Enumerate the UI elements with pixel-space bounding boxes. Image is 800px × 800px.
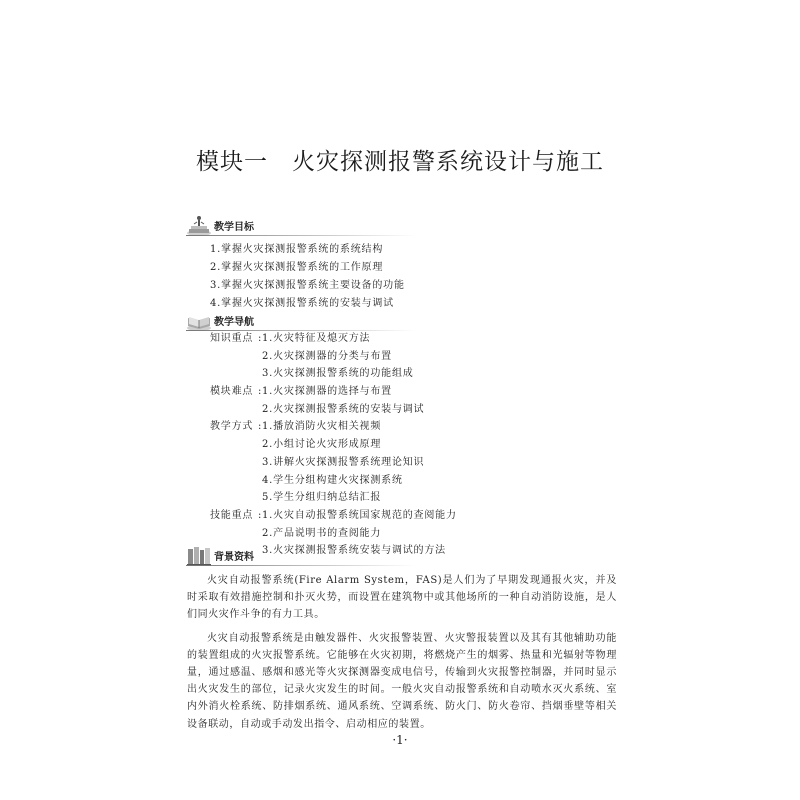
guide-item: 2.产品说明书的查阅能力: [262, 527, 382, 539]
list-item: 1.掌握火灾探测报警系统的系统结构: [210, 244, 384, 255]
paragraph: 火灾自动报警系统(Fire Alarm System，FAS)是人们为了早期发现通报火灾，并及时采取有效措施控制和扑灭火势，而设置在建筑物中或其他场所的一种自动消防设施，是人们同火灾作斗争的有力工具。: [187, 575, 617, 621]
guide-item: 3.讲解火灾探测报警系统理论知识: [262, 456, 425, 468]
background-text: [187, 572, 617, 739]
guide-item: 2.火灾探测器的分类与布置: [262, 350, 392, 362]
term-colon: :: [258, 509, 263, 521]
guide-item: 4.学生分组构建火灾探测系统: [262, 474, 403, 486]
list-item: 2.掌握火灾探测报警系统的工作原理: [210, 262, 384, 273]
guide-item: 1.火灾探测器的选择与布置: [262, 386, 392, 398]
term-colon: :: [258, 333, 263, 344]
guide-item: 1.火灾特征及熄灭方法: [262, 333, 371, 344]
guide-item: 1.播放消防火灾相关视频: [262, 421, 382, 433]
guide-item: 5.学生分组归纳总结汇报: [262, 492, 382, 504]
page-number: ·1·: [392, 733, 408, 747]
guide-item: 2.小组讨论火灾形成原理: [262, 439, 382, 451]
term-colon: :: [258, 421, 263, 433]
background-heading-label: 背景资料: [214, 552, 254, 563]
guide-item: 1.火灾自动报警系统国家规范的查阅能力: [262, 509, 457, 521]
guide-term: 知识重点: [210, 333, 254, 344]
guide-term: 教学方式: [210, 421, 254, 433]
chapter-module-label: 模块一: [196, 149, 268, 175]
figure-on-books-icon: [186, 215, 212, 237]
guide-item: 3.火灾探测报警系统安装与调试的方法: [262, 545, 446, 557]
guide-item: 2.火灾探测报警系统的安装与调试: [262, 403, 425, 415]
heading-divider: [186, 565, 416, 566]
books-icon: [186, 545, 212, 567]
objectives-heading-label: 教学目标: [214, 222, 254, 233]
term-colon: :: [258, 386, 263, 398]
open-book-icon: [186, 310, 212, 332]
chapter-title: [0, 143, 800, 176]
heading-divider: [186, 235, 416, 236]
list-item: 3.掌握火灾探测报警系统主要设备的功能: [210, 280, 405, 291]
guide-term: 技能重点: [210, 509, 254, 521]
list-item: 4.掌握火灾探测报警系统的安装与调试: [210, 298, 394, 309]
guide-term: 模块难点: [210, 386, 254, 398]
paragraph: 火灾自动报警系统是由触发器件、火灾报警装置、火灾警报装置以及其有其他辅助功能的装置组成的火灾报警系统。它能够在火灾初期，将燃烧产生的烟雾、热量和光辐射等物理量，通过感温、感烟和感光等火灾探测器变成电信号，传输到火灾报警控制器，并同时显示出火灾发生的部位，记录火灾发生的时间。一般火灾自动报警系统和自动喷水灭火系统、室内外消火栓系统、防排烟系统、通风系统、空调系统、防火门、防火卷帘、挡烟垂壁等相关设备联动，自动或手动发出指令、启动相应的装置。: [187, 632, 617, 730]
objectives-list: [210, 241, 405, 313]
chapter-title-text: 火灾探测报警系统设计与施工: [292, 149, 604, 175]
guide-item: 3.火灾探测报警系统的功能组成: [262, 368, 414, 380]
guide-heading-label: 教学导航: [214, 317, 254, 328]
